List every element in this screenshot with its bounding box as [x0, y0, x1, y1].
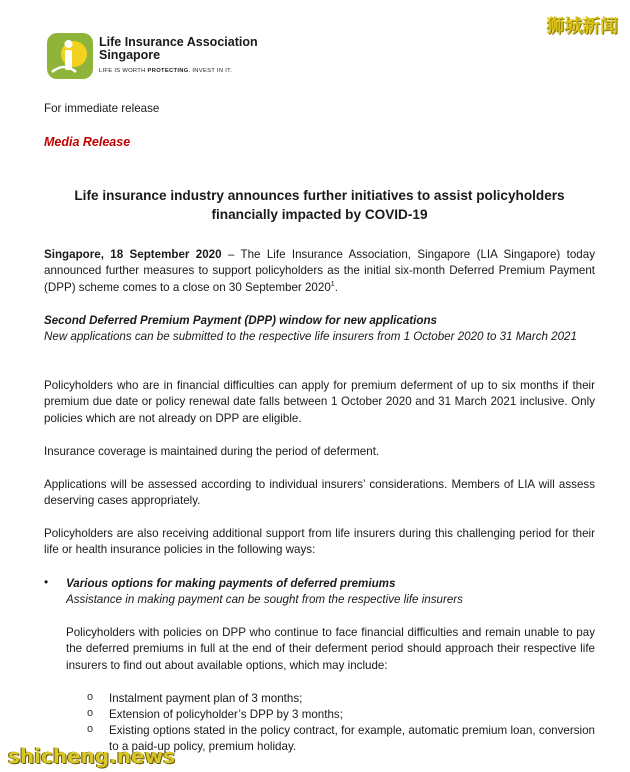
sub-item-marker: o: [87, 707, 94, 719]
sub-item-marker: o: [87, 723, 94, 735]
release-label: For immediate release: [44, 102, 160, 115]
footnote-ref: 1: [330, 280, 335, 288]
section1-subheading: New applications can be submitted to the respective life insurers from 1 October 2020 to 31 March 2021: [44, 330, 577, 343]
sub-item-existing-options: Existing options stated in the policy contract, for example, automatic premium loan, conversion to a paid-up policy, premium holiday.: [109, 724, 595, 754]
logo-name-line2: Singapore: [99, 48, 161, 62]
bullet-heading: Various options for making payments of deferred premiums: [66, 577, 396, 590]
section1-heading: Second Deferred Premium Payment (DPP) window for new applications: [44, 314, 437, 327]
sub-item-instalment: Instalment payment plan of 3 months;: [109, 692, 303, 705]
paragraph-support: Policyholders are also receiving additional support from life insurers during this challenging period for their life or health insurance policies in the following ways:: [44, 527, 595, 557]
sub-item-marker: o: [87, 691, 94, 703]
media-release-label: Media Release: [44, 135, 131, 149]
bullet-body: Policyholders with policies on DPP who continue to face financial difficulties and remain unable to pay the deferred premiums in full at the end of their deferment period should approach their respective life insurers to find out about available options, which may include:: [66, 626, 595, 672]
bullet-marker: •: [44, 575, 49, 589]
document-title: Life insurance industry announces further initiatives to assist policyholders financially impacted by COVID-19: [74, 188, 565, 222]
logo-name-line1: Life Insurance Association: [99, 35, 258, 49]
paragraph-eligibility: Policyholders who are in financial difficulties can apply for premium deferment of up to six months if their premium due date or policy renewal date falls between 1 October 2020 and 31 March 2021 inclusive. Only policies which are not already on DPP are eligible.: [44, 379, 595, 425]
watermark-bottom: shicheng.news: [8, 744, 175, 768]
dateline: Singapore, 18 September 2020: [44, 248, 222, 261]
bullet-subheading: Assistance in making payment can be sought from the respective life insurers: [66, 593, 463, 606]
paragraph-assessment: Applications will be assessed according to individual insurers’ considerations. Members of LIA will assess deserving cases appropriately.: [44, 478, 595, 508]
lia-logo-mark-icon: [46, 32, 94, 80]
logo-tagline: LIFE IS WORTH PROTECTING. INVEST IN IT.: [99, 68, 233, 74]
lia-logo: [46, 32, 266, 82]
intro-paragraph: Singapore, 18 September 2020 – The Life Insurance Association, Singapore (LIA Singapore) today announced further measures to support policyholders as the initial six-month Deferred Premium Payment (DPP) scheme comes to a close on 30 September 2020$^1$.: [44, 248, 595, 294]
watermark-top: 狮城新闻: [546, 16, 618, 37]
paragraph-coverage: Insurance coverage is maintained during the period of deferment.: [44, 445, 380, 458]
sub-item-extension: Extension of policyholder’s DPP by 3 months;: [109, 708, 343, 721]
